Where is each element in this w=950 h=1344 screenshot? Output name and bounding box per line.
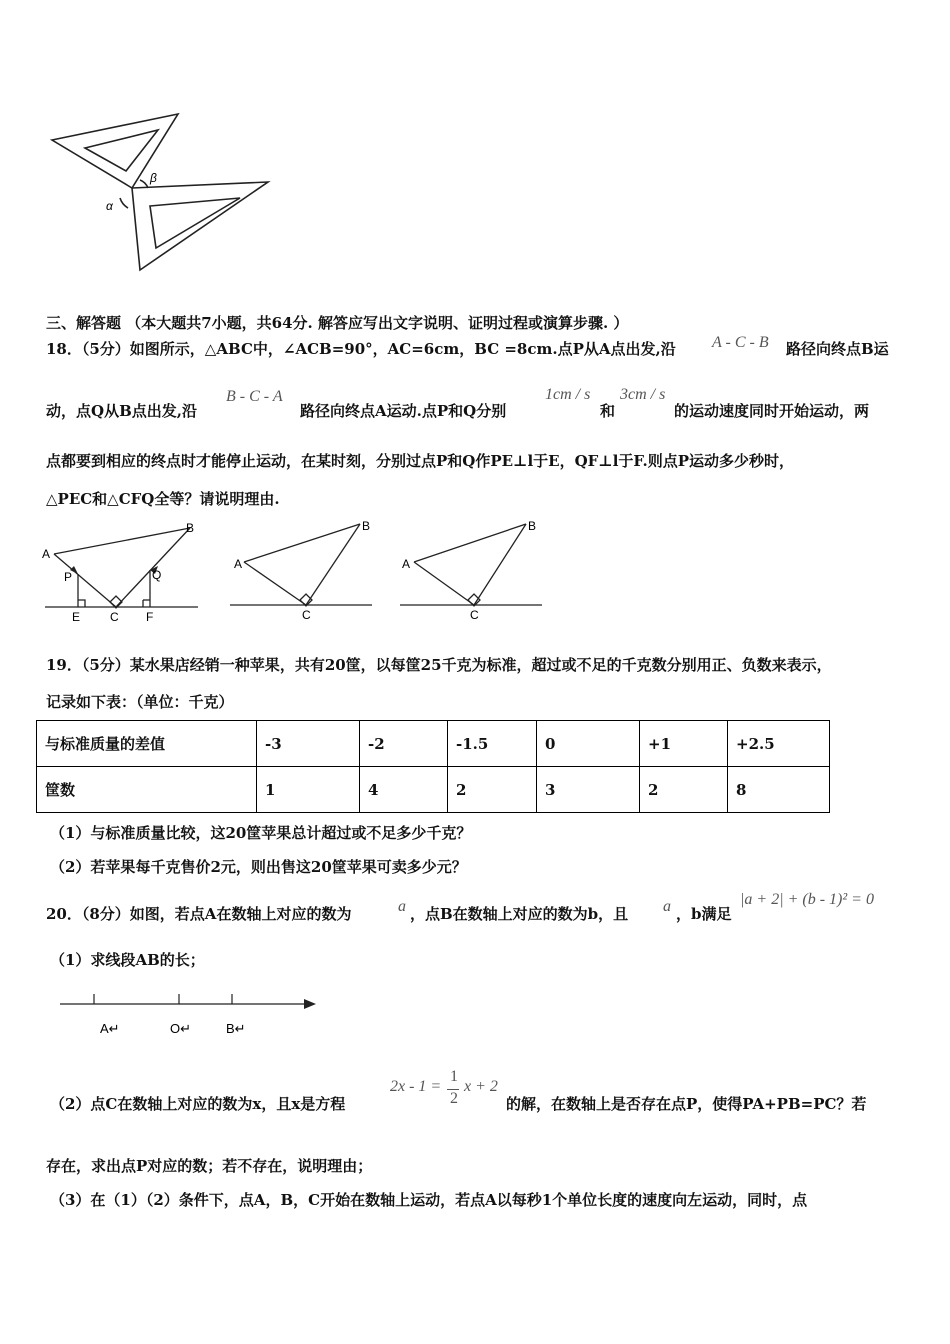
q20-line1c: ，b满足 bbox=[676, 905, 732, 923]
beta-label: β bbox=[150, 171, 157, 185]
table-cell: -3 bbox=[257, 721, 360, 767]
q20-sub2c: 存在，求出点P对应的数；若不存在，说明理由； bbox=[46, 1157, 373, 1175]
q18-figure-3 bbox=[396, 516, 546, 624]
fig1-C: C bbox=[110, 610, 119, 624]
eq-left: 2x - 1 = bbox=[390, 1078, 442, 1095]
fig1-A: A bbox=[42, 547, 51, 561]
table-cell: 2 bbox=[448, 767, 537, 813]
fig1-F: F bbox=[146, 610, 154, 624]
fig2-A: A bbox=[234, 557, 243, 571]
q19-record-table bbox=[36, 720, 830, 813]
table-cell: 0 bbox=[537, 721, 640, 767]
q18-line2a: 动，点Q从B点出发,沿 bbox=[46, 402, 197, 420]
q18-speed2: 3cm / s bbox=[620, 386, 666, 403]
q20-sub2b: 的解，在数轴上是否存在点P，使得PA+PB=PC？若 bbox=[506, 1095, 867, 1113]
q18-line4: △PEC和△CFQ全等？请说明理由. bbox=[46, 490, 280, 508]
q18-line3: 点都要到相应的终点时才能停止运动，在某时刻，分别过点P和Q作PE⊥l于E，QF⊥l于F.则点P运动多少秒时， bbox=[46, 452, 795, 470]
set-squares-figure bbox=[40, 108, 280, 278]
arrow-right-icon bbox=[304, 999, 316, 1009]
table-cell: 4 bbox=[360, 767, 448, 813]
table-cell: +1 bbox=[640, 721, 728, 767]
fig1-B: B bbox=[186, 521, 195, 535]
table-cell: 2 bbox=[640, 767, 728, 813]
number-line-figure bbox=[54, 986, 324, 1042]
q18-figure-2 bbox=[226, 516, 376, 624]
alpha-label: α bbox=[106, 199, 113, 213]
fig1-P: P bbox=[64, 570, 73, 584]
section-heading: 三、解答题 （本大题共7小题，共64分. 解答应写出文字说明、证明过程或演算步骤. ） bbox=[46, 314, 629, 332]
fig3-B: B bbox=[528, 519, 537, 533]
table-cell: 3 bbox=[537, 767, 640, 813]
q18-and: 和 bbox=[600, 402, 616, 420]
fig3-C: C bbox=[470, 608, 479, 622]
table-cell: -2 bbox=[360, 721, 448, 767]
q18-path1: A - C - B bbox=[712, 334, 769, 351]
q20-sub1: （1）求线段AB的长； bbox=[50, 951, 205, 969]
q18-speed1: 1cm / s bbox=[545, 386, 591, 403]
triangle-ruler-upper bbox=[52, 114, 178, 188]
eq-num: 1 bbox=[450, 1068, 458, 1085]
eq-right: x + 2 bbox=[464, 1078, 498, 1095]
q18-line1: 18．（5分）如图所示，△ABC中，∠ACB=90°，AC=6cm，BC =8cm.点P从A点出发,沿 bbox=[46, 340, 676, 358]
table-cell: 1 bbox=[257, 767, 360, 813]
q19-line1: 19．（5分）某水果店经销一种苹果，共有20筐，以每筐25千克为标准，超过或不足的千克数分别用正、负数来表示， bbox=[46, 656, 832, 674]
q19-line2: 记录如下表：（单位：千克） bbox=[46, 693, 234, 711]
fig1-Q: Q bbox=[152, 568, 162, 582]
row1-label: 与标准质量的差值 bbox=[37, 721, 257, 767]
table-cell: +2.5 bbox=[728, 721, 830, 767]
fig1-E: E bbox=[72, 610, 81, 624]
q18-line1-end: 路径向终点B运 bbox=[786, 340, 889, 358]
table-row bbox=[37, 721, 830, 767]
row2-label: 筐数 bbox=[37, 767, 257, 813]
fig2-C: C bbox=[302, 608, 311, 622]
fig3-A: A bbox=[402, 557, 411, 571]
axis-label-A: A↵ bbox=[100, 1021, 120, 1036]
q19-sub1: （1）与标准质量比较，这20筐苹果总计超过或不足多少千克？ bbox=[50, 824, 472, 842]
table-row bbox=[37, 767, 830, 813]
axis-label-O: O↵ bbox=[170, 1021, 192, 1036]
eq-den: 2 bbox=[450, 1090, 458, 1107]
q20-sub2a: （2）点C在数轴上对应的数为x，且x是方程 bbox=[50, 1095, 346, 1113]
table-cell: 8 bbox=[728, 767, 830, 813]
q18-figure-1 bbox=[40, 518, 205, 626]
q20-var-a2: a bbox=[663, 898, 671, 915]
q20-line1a: 20．（8分）如图，若点A在数轴上对应的数为 bbox=[46, 905, 352, 923]
triangle-ruler-lower-inner bbox=[150, 198, 240, 248]
q20-line1b: ，点B在数轴上对应的数为b，且 bbox=[410, 905, 629, 923]
q18-line2b: 路径向终点A运动.点P和Q分别 bbox=[300, 402, 507, 420]
q20-sub3: （3）在（1）（2）条件下，点A，B，C开始在数轴上运动，若点A以每秒1个单位长度的速度向左运动，同时，点 bbox=[50, 1191, 808, 1209]
axis-label-B: B↵ bbox=[226, 1021, 246, 1036]
table-cell: -1.5 bbox=[448, 721, 537, 767]
q18-path2: B - C - A bbox=[226, 388, 283, 405]
fig2-B: B bbox=[362, 519, 371, 533]
q18-line2c: 的运动速度同时开始运动，两 bbox=[674, 402, 870, 420]
q19-sub2: （2）若苹果每千克售价2元，则出售这20筐苹果可卖多少元？ bbox=[50, 858, 467, 876]
q20-condition: |a + 2| + (b - 1)² = 0 bbox=[740, 891, 874, 908]
q20-var-a: a bbox=[398, 898, 406, 915]
